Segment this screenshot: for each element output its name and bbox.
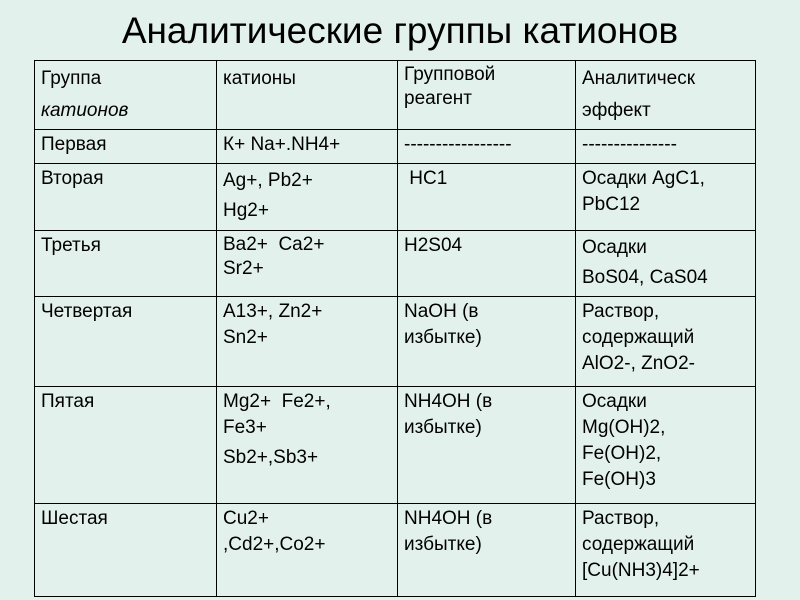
header-cell-effect [576,61,756,130]
cell-group: Пятая [35,387,217,504]
cell-reagent [398,164,576,231]
cell-line: --------------- [582,134,677,155]
header-line: Группа [41,68,102,89]
cell-effect [576,504,756,597]
table-row [35,297,756,387]
cell-reagent [398,297,576,387]
cell-line: Hg2+ [223,200,269,221]
cell-line: Ag+, Рb2+ [223,170,313,191]
cell-line: Ba2+ Ca2+ [223,234,325,255]
cell-reagent [398,231,576,297]
cell-effect [576,297,756,387]
cell-line: Mg2+ Fe2+, [223,391,331,412]
cell-cations [217,164,398,231]
page-title: Аналитические группы катионов [121,10,679,51]
header-line: катионов [41,100,129,121]
cell-effect [576,130,756,164]
header-line: катионы [223,68,296,89]
cell-line: Осадки [582,391,647,412]
table-header-row [35,61,756,130]
cell-group: Первая [35,130,217,164]
cell-group: Третья [35,231,217,297]
cell-line: ----------------- [404,134,512,155]
cell-reagent [398,387,576,504]
cell-reagent [398,130,576,164]
cell-line: H2S04 [404,235,463,256]
cell-cations [217,504,398,597]
cell-line: ,Cd2+,Co2+ [223,534,326,555]
cell-line: К+ Na+.NH4+ [223,134,341,155]
cell-cations [217,231,398,297]
header-cell-cations [217,61,398,130]
cell-effect [576,387,756,504]
cell-cations [217,387,398,504]
cell-line: [Cu(NH3)4]2+ [582,560,700,581]
cell-line: Fe3+ [223,417,267,438]
cell-effect [576,231,756,297]
cell-line: NH4OH (в [404,391,493,412]
cell-line: A13+, Zn2+ [223,301,323,322]
header-line: Групповой [404,64,496,85]
cell-reagent [398,504,576,597]
cell-line: NH4OH (в [404,508,493,529]
cell-line: Mg(OH)2, [582,417,666,438]
cell-line: Раствор, [582,508,660,529]
header-line: реагент [404,88,472,109]
cell-effect [576,164,756,231]
header-line: Аналитическ [582,68,696,89]
table-row [35,504,756,597]
cell-group: Вторая [35,164,217,231]
table-row [35,387,756,504]
cell-line: Fe(OH)3 [582,469,656,490]
cell-line: содержащий [582,534,695,555]
cell-line: Осадки [582,237,647,258]
header-cell-group [35,61,217,130]
table-row [35,130,756,164]
cell-line: избытке) [404,417,482,438]
table-row [35,231,756,297]
cell-line: избытке) [404,327,482,348]
cell-line: Cu2+ [223,508,269,529]
cation-groups-table [34,60,756,597]
cell-line: Sb2+,Sb3+ [223,447,319,468]
cell-line: Sr2+ [223,258,264,279]
cell-line: РbC12 [582,194,641,215]
header-line: эффект [582,100,651,121]
cell-line: Fe(OH)2, [582,443,662,464]
header-cell-reagent [398,61,576,130]
table-row [35,164,756,231]
cell-cations [217,130,398,164]
cell-group: Четвертая [35,297,217,387]
cell-group: Шестая [35,504,217,597]
cell-line: избытке) [404,534,482,555]
cell-line: AlO2-, ZnO2- [582,353,695,374]
cell-line: Раствор, [582,301,660,322]
cell-line: содержащий [582,327,695,348]
cell-line: Sn2+ [223,327,268,348]
cell-line: HC1 [404,168,448,189]
cell-line: Осадки AgC1, [582,168,705,189]
cell-line: BoS04, CaS04 [582,267,708,288]
cell-line: NaOH (в [404,301,479,322]
cell-cations [217,297,398,387]
